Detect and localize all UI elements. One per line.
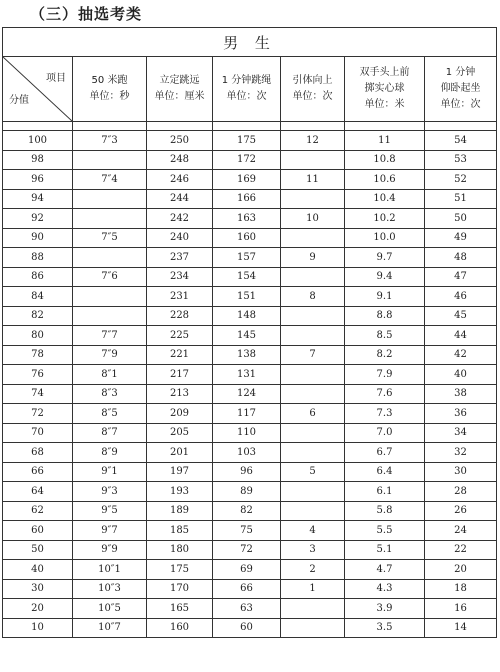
cell-medicine-ball-throw: 3.5 (345, 618, 425, 638)
cell-medicine-ball-throw: 8.8 (345, 306, 425, 326)
cell-50m-run (73, 306, 147, 326)
cell-sit-ups: 50 (425, 209, 497, 229)
column-header-line1: 1 分钟跳绳 (221, 75, 272, 86)
cell-50m-run: 10″7 (73, 618, 147, 638)
cell-pull-ups: 8 (281, 287, 345, 307)
cell-pull-ups (281, 189, 345, 209)
cell-sit-ups: 54 (425, 131, 497, 151)
cell-medicine-ball-throw: 5.5 (345, 521, 425, 541)
cell-medicine-ball-throw: 9.7 (345, 248, 425, 268)
cell-medicine-ball-throw: 6.4 (345, 462, 425, 482)
cell-score: 94 (3, 189, 73, 209)
cell-standing-long-jump: 170 (147, 579, 213, 599)
cell-medicine-ball-throw: 9.4 (345, 267, 425, 287)
cell-pull-ups: 2 (281, 560, 345, 580)
cell-sit-ups: 47 (425, 267, 497, 287)
cell-score: 98 (3, 150, 73, 170)
cell-score: 72 (3, 404, 73, 424)
column-header-line1: 双手头上前 (359, 67, 410, 78)
column-header-unit: 单位：米 (364, 99, 405, 110)
cell-score: 10 (3, 618, 73, 638)
cell-pull-ups (281, 267, 345, 287)
cell-standing-long-jump: 240 (147, 228, 213, 248)
cell-pull-ups: 11 (281, 170, 345, 190)
cell-medicine-ball-throw: 10.8 (345, 150, 425, 170)
cell-50m-run (73, 209, 147, 229)
column-header-sit-ups (425, 57, 497, 122)
spacer-cell (3, 122, 73, 131)
table-row (3, 131, 497, 151)
cell-score: 50 (3, 540, 73, 560)
cell-50m-run: 10″5 (73, 599, 147, 619)
cell-sit-ups: 38 (425, 384, 497, 404)
cell-rope-skipping: 166 (213, 189, 281, 209)
cell-medicine-ball-throw: 8.2 (345, 345, 425, 365)
cell-pull-ups (281, 618, 345, 638)
cell-pull-ups: 3 (281, 540, 345, 560)
cell-standing-long-jump: 205 (147, 423, 213, 443)
cell-50m-run: 8″5 (73, 404, 147, 424)
diagonal-line (3, 57, 72, 121)
gender-header: 男 生 (3, 28, 497, 57)
cell-standing-long-jump: 246 (147, 170, 213, 190)
table-row (3, 248, 497, 268)
score-table (2, 27, 497, 638)
table-row (3, 521, 497, 541)
cell-sit-ups: 40 (425, 365, 497, 385)
table-row (3, 540, 497, 560)
table-row (3, 306, 497, 326)
table-row (3, 170, 497, 190)
cell-standing-long-jump: 213 (147, 384, 213, 404)
cell-50m-run: 7″5 (73, 228, 147, 248)
cell-sit-ups: 28 (425, 482, 497, 502)
score-table-body (3, 131, 497, 638)
table-row (3, 365, 497, 385)
cell-rope-skipping: 131 (213, 365, 281, 385)
cell-sit-ups: 20 (425, 560, 497, 580)
table-row (3, 209, 497, 229)
spacer-cell (147, 122, 213, 131)
cell-medicine-ball-throw: 6.7 (345, 443, 425, 463)
cell-rope-skipping: 63 (213, 599, 281, 619)
cell-standing-long-jump: 189 (147, 501, 213, 521)
cell-score: 82 (3, 306, 73, 326)
cell-medicine-ball-throw: 4.7 (345, 560, 425, 580)
item-label: 项目 (46, 73, 66, 84)
cell-score: 68 (3, 443, 73, 463)
cell-sit-ups: 51 (425, 189, 497, 209)
column-header-rope-skipping (213, 57, 281, 122)
cell-50m-run: 8″7 (73, 423, 147, 443)
cell-rope-skipping: 151 (213, 287, 281, 307)
cell-50m-run: 9″9 (73, 540, 147, 560)
cell-standing-long-jump: 231 (147, 287, 213, 307)
cell-50m-run: 10″1 (73, 560, 147, 580)
cell-medicine-ball-throw: 5.1 (345, 540, 425, 560)
cell-50m-run: 7″6 (73, 267, 147, 287)
cell-50m-run: 9″3 (73, 482, 147, 502)
cell-standing-long-jump: 175 (147, 560, 213, 580)
cell-50m-run: 9″7 (73, 521, 147, 541)
spacer-cell (345, 122, 425, 131)
cell-rope-skipping: 117 (213, 404, 281, 424)
column-header-line1: 1 分钟 (445, 67, 476, 78)
cell-medicine-ball-throw: 8.5 (345, 326, 425, 346)
column-header-medicine-ball-throw (345, 57, 425, 122)
table-row (3, 228, 497, 248)
cell-sit-ups: 36 (425, 404, 497, 424)
cell-pull-ups: 4 (281, 521, 345, 541)
column-header-unit: 单位：次 (292, 91, 333, 102)
cell-50m-run (73, 189, 147, 209)
cell-standing-long-jump: 209 (147, 404, 213, 424)
table-row (3, 404, 497, 424)
cell-standing-long-jump: 228 (147, 306, 213, 326)
cell-pull-ups (281, 423, 345, 443)
column-header-unit: 单位：秒 (89, 91, 130, 102)
cell-rope-skipping: 160 (213, 228, 281, 248)
table-row (3, 462, 497, 482)
cell-score: 76 (3, 365, 73, 385)
cell-score: 64 (3, 482, 73, 502)
table-row (3, 560, 497, 580)
cell-medicine-ball-throw: 10.2 (345, 209, 425, 229)
cell-medicine-ball-throw: 7.3 (345, 404, 425, 424)
cell-50m-run: 9″5 (73, 501, 147, 521)
cell-rope-skipping: 75 (213, 521, 281, 541)
cell-50m-run: 8″9 (73, 443, 147, 463)
cell-standing-long-jump: 193 (147, 482, 213, 502)
cell-pull-ups (281, 599, 345, 619)
cell-medicine-ball-throw: 6.1 (345, 482, 425, 502)
column-header-line1: 引体向上 (292, 75, 333, 86)
score-label: 分值 (9, 95, 29, 106)
table-row (3, 501, 497, 521)
cell-score: 74 (3, 384, 73, 404)
table-row (3, 267, 497, 287)
cell-rope-skipping: 103 (213, 443, 281, 463)
cell-standing-long-jump: 242 (147, 209, 213, 229)
cell-rope-skipping: 169 (213, 170, 281, 190)
cell-50m-run: 8″1 (73, 365, 147, 385)
cell-pull-ups: 10 (281, 209, 345, 229)
cell-score: 66 (3, 462, 73, 482)
cell-rope-skipping: 138 (213, 345, 281, 365)
cell-score: 30 (3, 579, 73, 599)
cell-sit-ups: 32 (425, 443, 497, 463)
cell-standing-long-jump: 237 (147, 248, 213, 268)
table-row (3, 443, 497, 463)
cell-rope-skipping: 154 (213, 267, 281, 287)
cell-medicine-ball-throw: 4.3 (345, 579, 425, 599)
spacer-cell (281, 122, 345, 131)
cell-50m-run: 7″7 (73, 326, 147, 346)
cell-sit-ups: 44 (425, 326, 497, 346)
column-header-line2: 掷实心球 (364, 83, 405, 94)
cell-sit-ups: 42 (425, 345, 497, 365)
cell-score: 86 (3, 267, 73, 287)
cell-rope-skipping: 163 (213, 209, 281, 229)
cell-rope-skipping: 148 (213, 306, 281, 326)
gender-header-row (3, 28, 497, 57)
cell-medicine-ball-throw: 5.8 (345, 501, 425, 521)
cell-score: 96 (3, 170, 73, 190)
spacer-cell (73, 122, 147, 131)
cell-rope-skipping: 145 (213, 326, 281, 346)
cell-rope-skipping: 89 (213, 482, 281, 502)
cell-sit-ups: 46 (425, 287, 497, 307)
cell-standing-long-jump: 201 (147, 443, 213, 463)
cell-standing-long-jump: 180 (147, 540, 213, 560)
cell-sit-ups: 26 (425, 501, 497, 521)
cell-standing-long-jump: 217 (147, 365, 213, 385)
cell-50m-run: 7″9 (73, 345, 147, 365)
cell-sit-ups: 34 (425, 423, 497, 443)
cell-rope-skipping: 96 (213, 462, 281, 482)
table-row (3, 384, 497, 404)
cell-sit-ups: 52 (425, 170, 497, 190)
column-header-standing-long-jump (147, 57, 213, 122)
cell-score: 100 (3, 131, 73, 151)
cell-standing-long-jump: 221 (147, 345, 213, 365)
cell-50m-run: 8″3 (73, 384, 147, 404)
cell-medicine-ball-throw: 10.6 (345, 170, 425, 190)
cell-pull-ups: 12 (281, 131, 345, 151)
cell-50m-run: 9″1 (73, 462, 147, 482)
cell-rope-skipping: 172 (213, 150, 281, 170)
cell-standing-long-jump: 248 (147, 150, 213, 170)
cell-standing-long-jump: 234 (147, 267, 213, 287)
cell-rope-skipping: 66 (213, 579, 281, 599)
table-row (3, 287, 497, 307)
column-header-unit: 单位：厘米 (154, 91, 205, 102)
column-header-unit: 单位：次 (226, 91, 267, 102)
cell-medicine-ball-throw: 10.4 (345, 189, 425, 209)
cell-standing-long-jump: 250 (147, 131, 213, 151)
cell-sit-ups: 22 (425, 540, 497, 560)
cell-score: 84 (3, 287, 73, 307)
cell-standing-long-jump: 225 (147, 326, 213, 346)
cell-50m-run: 10″3 (73, 579, 147, 599)
column-header-50m-run (73, 57, 147, 122)
table-row (3, 189, 497, 209)
cell-sit-ups: 30 (425, 462, 497, 482)
cell-sit-ups: 18 (425, 579, 497, 599)
cell-score: 40 (3, 560, 73, 580)
cell-pull-ups (281, 326, 345, 346)
cell-score: 88 (3, 248, 73, 268)
cell-rope-skipping: 124 (213, 384, 281, 404)
section-title: （三）抽选考类 (30, 5, 143, 23)
cell-standing-long-jump: 185 (147, 521, 213, 541)
table-row (3, 618, 497, 638)
cell-sit-ups: 45 (425, 306, 497, 326)
cell-medicine-ball-throw: 7.0 (345, 423, 425, 443)
cell-medicine-ball-throw: 7.9 (345, 365, 425, 385)
cell-rope-skipping: 175 (213, 131, 281, 151)
cell-medicine-ball-throw: 9.1 (345, 287, 425, 307)
column-header-line1: 立定跳远 (159, 75, 200, 86)
cell-score: 20 (3, 599, 73, 619)
column-header-line2: 仰卧起坐 (440, 83, 481, 94)
cell-pull-ups: 5 (281, 462, 345, 482)
cell-rope-skipping: 69 (213, 560, 281, 580)
table-row (3, 599, 497, 619)
spacer-row (3, 122, 497, 131)
cell-50m-run (73, 150, 147, 170)
spacer-cell (213, 122, 281, 131)
spacer-cell (425, 122, 497, 131)
cell-rope-skipping: 82 (213, 501, 281, 521)
column-header-pull-ups (281, 57, 345, 122)
cell-sit-ups: 49 (425, 228, 497, 248)
cell-pull-ups: 6 (281, 404, 345, 424)
cell-standing-long-jump: 160 (147, 618, 213, 638)
table-row (3, 150, 497, 170)
cell-pull-ups (281, 384, 345, 404)
cell-sit-ups: 24 (425, 521, 497, 541)
table-row (3, 345, 497, 365)
table-row (3, 482, 497, 502)
cell-medicine-ball-throw: 11 (345, 131, 425, 151)
cell-standing-long-jump: 244 (147, 189, 213, 209)
cell-standing-long-jump: 197 (147, 462, 213, 482)
cell-pull-ups: 1 (281, 579, 345, 599)
cell-50m-run: 7″4 (73, 170, 147, 190)
diagonal-header-cell (3, 57, 73, 122)
cell-rope-skipping: 72 (213, 540, 281, 560)
cell-sit-ups: 48 (425, 248, 497, 268)
cell-pull-ups (281, 306, 345, 326)
cell-sit-ups: 53 (425, 150, 497, 170)
cell-pull-ups: 9 (281, 248, 345, 268)
table-row (3, 326, 497, 346)
cell-medicine-ball-throw: 7.6 (345, 384, 425, 404)
cell-pull-ups: 7 (281, 345, 345, 365)
column-header-line1: 50 米跑 (91, 75, 128, 86)
cell-50m-run (73, 287, 147, 307)
table-row (3, 579, 497, 599)
cell-score: 60 (3, 521, 73, 541)
cell-score: 90 (3, 228, 73, 248)
cell-pull-ups (281, 150, 345, 170)
cell-sit-ups: 16 (425, 599, 497, 619)
cell-medicine-ball-throw: 10.0 (345, 228, 425, 248)
cell-score: 62 (3, 501, 73, 521)
cell-rope-skipping: 60 (213, 618, 281, 638)
cell-score: 70 (3, 423, 73, 443)
column-header-row (3, 57, 497, 122)
cell-score: 78 (3, 345, 73, 365)
cell-pull-ups (281, 365, 345, 385)
cell-pull-ups (281, 501, 345, 521)
cell-50m-run: 7″3 (73, 131, 147, 151)
cell-rope-skipping: 110 (213, 423, 281, 443)
cell-sit-ups: 14 (425, 618, 497, 638)
cell-medicine-ball-throw: 3.9 (345, 599, 425, 619)
table-row (3, 423, 497, 443)
cell-rope-skipping: 157 (213, 248, 281, 268)
cell-standing-long-jump: 165 (147, 599, 213, 619)
cell-pull-ups (281, 228, 345, 248)
cell-50m-run (73, 248, 147, 268)
column-header-unit: 单位：次 (440, 99, 481, 110)
cell-score: 80 (3, 326, 73, 346)
cell-score: 92 (3, 209, 73, 229)
cell-pull-ups (281, 443, 345, 463)
cell-pull-ups (281, 482, 345, 502)
